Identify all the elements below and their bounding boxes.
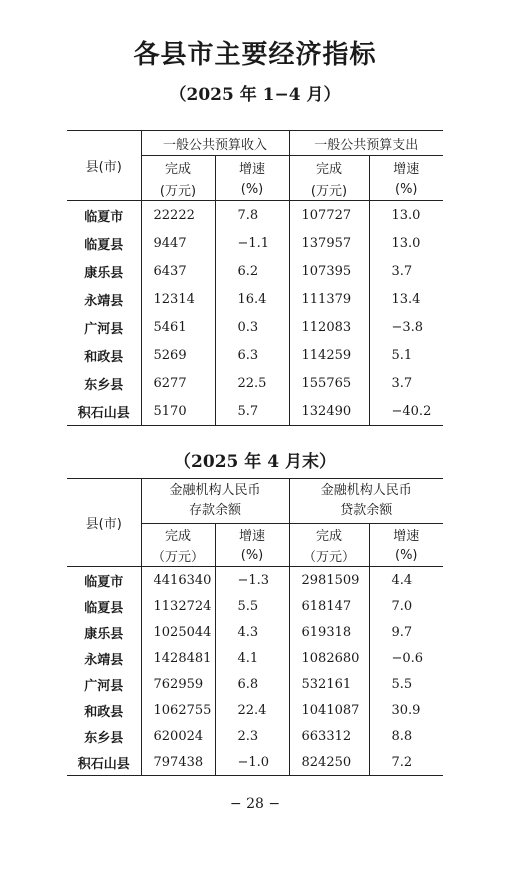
cell-growth: 5.1: [391, 347, 413, 363]
row-name: 和政县: [67, 697, 141, 723]
cell-growth: 4.3: [215, 619, 289, 645]
page-number: − 28 −: [229, 796, 281, 812]
col-growth: 增速: [393, 528, 420, 544]
group-header-expenditure: 一般公共预算支出: [289, 131, 443, 156]
cell-growth: 7.8: [215, 201, 289, 230]
table-row: [67, 723, 443, 749]
row-name: 广河县: [67, 671, 141, 697]
table-row: [67, 313, 443, 341]
cell-done: 663312: [289, 723, 369, 749]
row-name: 临夏市: [67, 201, 141, 230]
cell-growth: 9.7: [391, 624, 413, 640]
cell-done: 12314: [141, 285, 215, 313]
cell-done: 137957: [289, 229, 369, 257]
group-line: 金融机构人民币: [320, 483, 412, 498]
row-name: 积石山县: [67, 749, 141, 776]
col-done: 完成: [289, 156, 369, 179]
table-row: [67, 369, 443, 397]
cell-done: 1428481: [141, 645, 215, 671]
cell-growth: 3.7: [391, 375, 413, 391]
table-row: [67, 593, 443, 619]
cell-growth: 30.9: [391, 702, 421, 718]
cell-done: 5170: [141, 397, 215, 426]
period-2: （2025 年 4 月末）: [174, 452, 336, 472]
col-done: 完成: [141, 156, 215, 179]
col-growth: 增速: [215, 524, 289, 545]
cell-growth: 16.4: [215, 285, 289, 313]
group-header-deposits: [141, 479, 289, 524]
cell-done: 111379: [289, 285, 369, 313]
cell-growth: 13.0: [391, 235, 421, 251]
cell-growth: −3.8: [391, 319, 424, 335]
cell-done: 5461: [141, 313, 215, 341]
group-line: 贷款余额: [340, 503, 393, 518]
row-name: 康乐县: [67, 619, 141, 645]
cell-done: 797438: [141, 749, 215, 776]
cell-growth: 5.5: [215, 593, 289, 619]
group-header-revenue: 一般公共预算收入: [141, 131, 289, 156]
cell-growth: 13.4: [391, 291, 421, 307]
row-name: 临夏市: [67, 567, 141, 594]
cell-growth: −40.2: [369, 397, 443, 426]
row-name: 临夏县: [67, 229, 141, 257]
cell-growth: −1.1: [215, 229, 289, 257]
cell-done: 1062755: [141, 697, 215, 723]
cell-done: 619318: [289, 619, 369, 645]
table-row: [67, 671, 443, 697]
col-unit: （万元）: [141, 544, 215, 567]
row-header: 县(市): [67, 131, 141, 201]
budget-table: [67, 130, 443, 426]
col-unit: (%): [369, 178, 443, 201]
col-done: 完成: [289, 524, 369, 545]
cell-done: 762959: [141, 671, 215, 697]
cell-growth: −0.6: [391, 650, 424, 666]
table-row: [67, 397, 443, 426]
row-name: 广河县: [67, 313, 141, 341]
row-name: 东乡县: [67, 723, 141, 749]
cell-growth: 5.7: [215, 397, 289, 426]
cell-growth: 6.3: [215, 341, 289, 369]
row-header: 县(市): [67, 479, 141, 567]
cell-done: 1025044: [141, 619, 215, 645]
row-name: 临夏县: [67, 593, 141, 619]
group-line: 金融机构人民币: [169, 483, 261, 498]
cell-growth: −1.0: [215, 749, 289, 776]
row-name: 积石山县: [67, 397, 141, 426]
cell-done: 112083: [289, 313, 369, 341]
cell-done: 1132724: [141, 593, 215, 619]
cell-growth: 6.2: [215, 257, 289, 285]
row-name: 康乐县: [67, 257, 141, 285]
cell-growth: 4.4: [391, 572, 413, 588]
cell-done: 9447: [141, 229, 215, 257]
cell-done: 6437: [141, 257, 215, 285]
cell-done: 4416340: [141, 567, 215, 594]
cell-done: 107395: [289, 257, 369, 285]
cell-growth: 6.8: [215, 671, 289, 697]
cell-growth: 8.8: [391, 728, 413, 744]
group-line: 存款余额: [188, 503, 241, 518]
col-growth: 增速: [215, 156, 289, 179]
cell-growth: 3.7: [391, 263, 413, 279]
cell-done: 1041087: [289, 697, 369, 723]
cell-growth: 22.5: [215, 369, 289, 397]
cell-done: 620024: [141, 723, 215, 749]
cell-growth: 13.0: [391, 207, 421, 223]
table-row: [67, 201, 443, 230]
finance-table: [67, 478, 443, 776]
col-unit: （万元）: [289, 544, 369, 567]
col-unit: (%): [215, 544, 289, 567]
col-growth: 增速: [393, 161, 420, 177]
cell-done: 6277: [141, 369, 215, 397]
table-row: [67, 285, 443, 313]
col-unit: (%): [369, 544, 443, 567]
table-row: [67, 619, 443, 645]
row-name: 永靖县: [67, 645, 141, 671]
cell-done: 114259: [289, 341, 369, 369]
cell-done: 824250: [289, 749, 369, 776]
cell-growth: 7.2: [369, 749, 443, 776]
cell-growth: 2.3: [215, 723, 289, 749]
cell-done: 618147: [289, 593, 369, 619]
cell-done: 2981509: [289, 567, 369, 594]
table-row: [67, 257, 443, 285]
cell-growth: 5.5: [391, 676, 413, 692]
col-unit: (%): [215, 178, 289, 201]
group-header-loans: [289, 479, 443, 524]
row-name: 东乡县: [67, 369, 141, 397]
cell-done: 5269: [141, 341, 215, 369]
table-row: [67, 697, 443, 723]
table-row: [67, 645, 443, 671]
cell-done: 107727: [289, 201, 369, 230]
period-1: （2025 年 1−4 月）: [169, 85, 341, 105]
table-row: [67, 229, 443, 257]
cell-done: 22222: [141, 201, 215, 230]
cell-growth: 0.3: [215, 313, 289, 341]
cell-done: 1082680: [289, 645, 369, 671]
cell-growth: −1.3: [215, 567, 289, 594]
table-row: [67, 567, 443, 594]
cell-done: 132490: [289, 397, 369, 426]
cell-growth: 7.0: [391, 598, 413, 614]
cell-growth: 22.4: [215, 697, 289, 723]
col-done: 完成: [141, 524, 215, 545]
row-name: 和政县: [67, 341, 141, 369]
row-name: 永靖县: [67, 285, 141, 313]
page-title: 各县市主要经济指标: [133, 40, 377, 70]
cell-done: 532161: [289, 671, 369, 697]
cell-growth: 4.1: [215, 645, 289, 671]
col-unit: (万元): [289, 178, 369, 201]
table-row: [67, 341, 443, 369]
table-row: [67, 749, 443, 776]
cell-done: 155765: [289, 369, 369, 397]
col-unit: (万元): [141, 178, 215, 201]
